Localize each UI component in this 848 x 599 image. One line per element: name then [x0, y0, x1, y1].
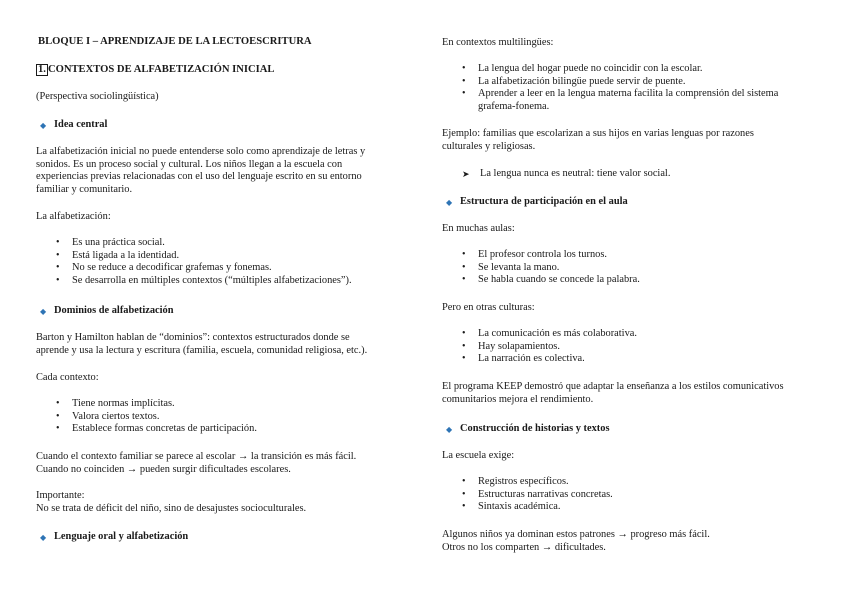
list-item: • No se reduce a decodificar grafemas y fonemas.: [36, 262, 396, 275]
section-heading-dominios: Dominios de alfabetización: [54, 305, 174, 316]
list-item: • La lengua del hogar puede no coincidir con la escolar.: [442, 63, 802, 76]
text-line: Otros no los comparten → dificultades.: [442, 541, 606, 553]
list-item: • Tiene normas implícitas.: [36, 398, 396, 411]
text-line: El programa KEEP demostró que adaptar la enseñanza a los estilos comunicativos: [442, 381, 784, 392]
importante-label: Importante:: [36, 490, 85, 501]
diamond-icon: ◆: [446, 425, 453, 434]
arrow-note: La lengua nunca es neutral: tiene valor social.: [480, 168, 671, 179]
text-line: Algunos niños ya dominan estos patrones → progreso más fácil.: [442, 529, 710, 540]
alfab-intro: La alfabetización:: [36, 211, 111, 222]
alfab-list: [36, 237, 396, 287]
list-item: • La narración es colectiva.: [442, 353, 814, 366]
perspective-note: (Perspectiva sociolingüística): [36, 91, 159, 102]
list-item: • Se desarrolla en múltiples contextos (“múltiples alfabetizaciones”).: [36, 275, 396, 288]
list-item: • La comunicación es más colaborativa.: [442, 328, 814, 341]
aulas-intro: En muchas aulas:: [442, 223, 515, 234]
cuando-paragraph: [36, 451, 396, 476]
escuela-intro: La escuela exige:: [442, 450, 515, 461]
section-heading-estructura: Estructura de participación en el aula: [460, 196, 628, 207]
list-item: • Se habla cuando se concede la palabra.: [442, 274, 814, 287]
list-item: • El profesor controla los turnos.: [442, 249, 814, 262]
list-item: • Valora ciertos textos.: [36, 411, 396, 424]
list-item: • Sintaxis académica.: [442, 501, 814, 514]
text-line: Barton y Hamilton hablan de “dominios”: contextos estructurados donde se: [36, 332, 350, 343]
text-line: La alfabetización inicial no puede entenderse solo como aprendizaje de letras y: [36, 146, 366, 157]
contexto-intro: Cada contexto:: [36, 372, 99, 383]
text-line: familiar y comunitario.: [36, 183, 133, 195]
text-line: sonidos. Es un proceso social y cultural. Los niños llegan a la escuela con: [36, 158, 343, 170]
list-item: • Registros específicos.: [442, 476, 814, 489]
keep-paragraph: [442, 381, 814, 406]
text-line: experiencias previas relacionadas con el uso del lenguaje escrito en su entorno: [36, 171, 362, 183]
chapter-title: CONTEXTOS DE ALFABETIZACIÓN INICIAL: [47, 64, 275, 75]
text-line: Cuando no coinciden → pueden surgir dificultades escolares.: [36, 463, 291, 475]
list-item: • La alfabetización bilingüe puede servir de puente.: [442, 76, 802, 89]
arrowhead-icon: ➤: [462, 169, 470, 179]
text-line: culturales y religiosas.: [442, 140, 536, 152]
contexto-list: [36, 398, 396, 436]
culturas-list: [442, 328, 814, 366]
diamond-icon: ◆: [40, 121, 47, 130]
text-line: Ejemplo: familias que escolarizan a sus hijos en varias lenguas por razones: [442, 128, 754, 139]
block-title: BLOQUE I – APRENDIZAJE DE LA LECTOESCRITURA: [38, 36, 312, 47]
diamond-icon: ◆: [40, 307, 47, 316]
chapter-number: 1.: [38, 64, 46, 75]
multi-intro: En contextos multilingües:: [442, 37, 554, 48]
idea-paragraph: [36, 146, 396, 196]
chapter-heading: [36, 64, 275, 77]
multi-list: [442, 63, 802, 113]
list-item: • Aprender a leer en la lengua materna facilita la comprensión del sistema grafema-fonema.: [442, 88, 802, 113]
text-line: aprende y usa la lectura y escritura (familia, escuela, comunidad religiosa, etc.).: [36, 344, 368, 356]
ejemplo-paragraph: [442, 128, 814, 153]
text-line: comunitarios mejora el rendimiento.: [442, 393, 594, 405]
section-heading-construccion: Construcción de historias y textos: [460, 423, 610, 434]
list-item: • Está ligada a la identidad.: [36, 250, 396, 263]
list-item: • Estructuras narrativas concretas.: [442, 489, 814, 502]
culturas-intro: Pero en otras culturas:: [442, 302, 535, 313]
escuela-list: [442, 476, 814, 514]
importante-text: No se trata de déficit del niño, sino de desajustes socioculturales.: [36, 503, 307, 514]
final-paragraph: [442, 529, 814, 554]
dominios-paragraph: [36, 332, 396, 357]
diamond-icon: ◆: [446, 198, 453, 207]
diamond-icon: ◆: [40, 533, 47, 542]
text-line: Cuando el contexto familiar se parece al escolar → la transición es más fácil.: [36, 451, 357, 462]
section-heading-idea: Idea central: [54, 119, 108, 130]
aulas-list: [442, 249, 814, 287]
list-item: • Establece formas concretas de participación.: [36, 423, 396, 436]
list-item: • Se levanta la mano.: [442, 262, 814, 275]
list-item: • Hay solapamientos.: [442, 341, 814, 354]
section-heading-lenguaje: Lenguaje oral y alfabetización: [54, 531, 189, 542]
list-item: • Es una práctica social.: [36, 237, 396, 250]
